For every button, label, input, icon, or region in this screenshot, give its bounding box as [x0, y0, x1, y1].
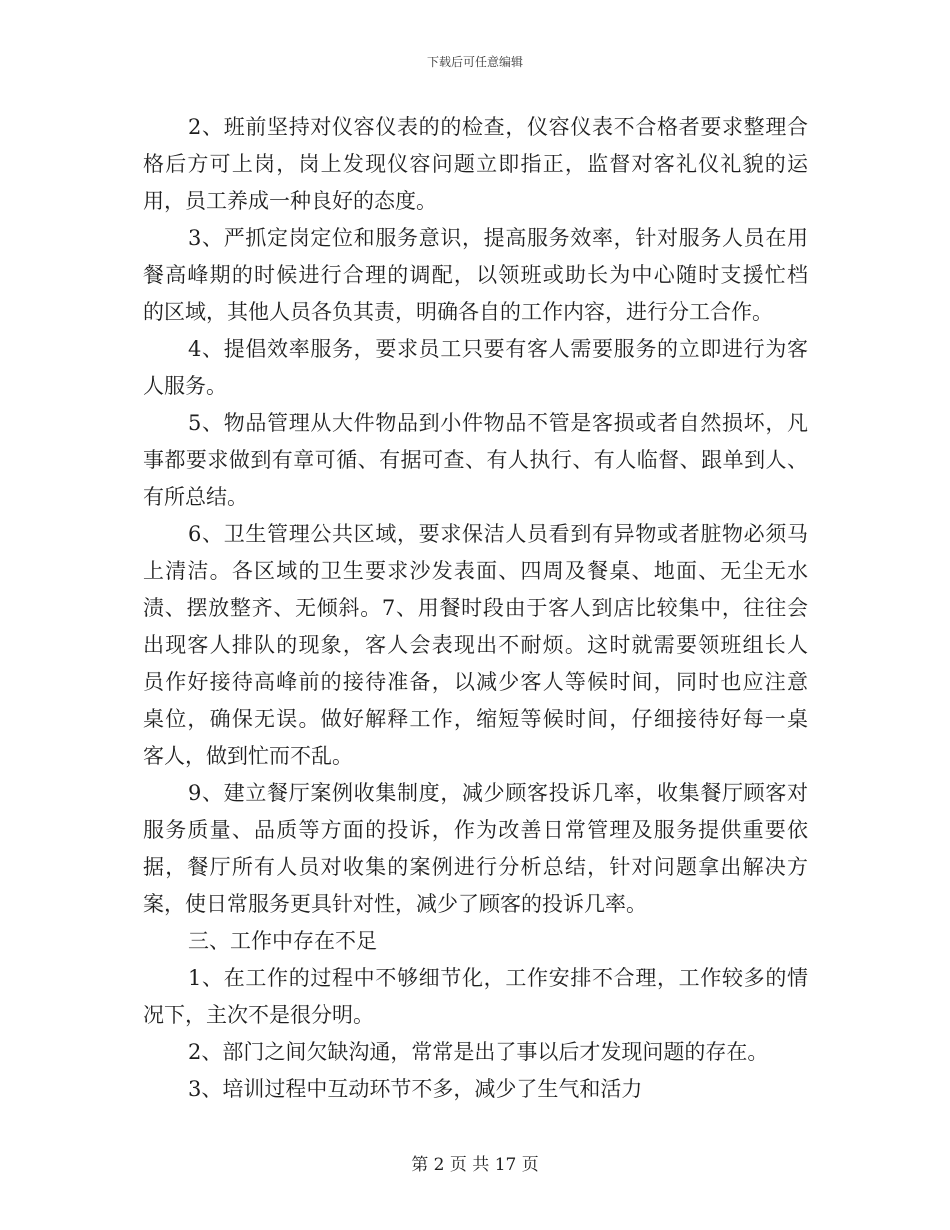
document-body [143, 109, 808, 1108]
paragraph-line: 4、提倡效率服务，要求员工只要有客人需要服务的立即进行为客 [188, 337, 808, 361]
paragraph-line: 3、培训过程中互动环节不多，减少了生气和活力 [188, 1077, 643, 1101]
paragraph-line: 6、卫生管理公共区域，要求保洁人员看到有异物或者脏物必须马 [188, 522, 808, 546]
paragraph-line: 人服务。 [143, 374, 227, 398]
paragraph-shortcoming-3 [143, 1071, 808, 1108]
paragraph-line: 况下，主次不是很分明。 [143, 1003, 374, 1027]
paragraph-line: 5、物品管理从大件物品到小件物品不管是客损或者自然损坏，凡 [188, 411, 808, 435]
page-number-footer: 第 2 页 共 17 页 [411, 1155, 539, 1175]
section-heading [143, 923, 808, 960]
paragraph-item-6-hygiene [143, 516, 808, 775]
paragraph-line: 1、在工作的过程中不够细节化，工作安排不合理，工作较多的情 [188, 966, 808, 990]
paragraph-line: 格后方可上岗，岗上发现仪容问题立即指正，监督对客礼仪礼貌的运 [143, 152, 808, 176]
paragraph-line: 渍、摆放整齐、无倾斜。7、用餐时段由于客人到店比较集中，往往会 [143, 596, 808, 620]
paragraph-line: 桌位，确保无误。做好解释工作，缩短等候时间，仔细接待好每一桌 [143, 707, 808, 731]
paragraph-line: 客人，做到忙而不乱。 [143, 744, 353, 768]
paragraph-line: 上清洁。各区域的卫生要求沙发表面、四周及餐桌、地面、无尘无水 [143, 559, 808, 583]
paragraph-line: 2、部门之间欠缺沟通，常常是出了事以后才发现问题的存在。 [188, 1040, 769, 1064]
paragraph-line: 餐高峰期的时候进行合理的调配，以领班或助长为中心随时支援忙档 [143, 263, 808, 287]
page-header: 下载后可任意编辑 [426, 55, 523, 69]
paragraph-line: 据，餐厅所有人员对收集的案例进行分析总结，针对问题拿出解决方 [143, 855, 808, 879]
paragraph-item-3-positioning [143, 220, 808, 331]
paragraph-line: 有所总结。 [143, 485, 248, 509]
paragraph-line: 出现客人排队的现象，客人会表现出不耐烦。这时就需要领班组长人 [143, 633, 808, 657]
paragraph-line: 3、严抓定岗定位和服务意识，提高服务效率，针对服务人员在用 [188, 226, 808, 250]
paragraph-line: 服务质量、品质等方面的投诉，作为改善日常管理及服务提供重要依 [143, 818, 808, 842]
paragraph-line: 事都要求做到有章可循、有据可查、有人执行、有人临督、跟单到人、 [143, 448, 808, 472]
paragraph-item-2-grooming [143, 109, 808, 220]
paragraph-line: 用，员工养成一种良好的态度。 [143, 189, 437, 213]
section-heading-text: 三、工作中存在不足 [188, 929, 377, 953]
paragraph-shortcoming-1 [143, 960, 808, 1034]
paragraph-line: 2、班前坚持对仪容仪表的的检查，仪容仪表不合格者要求整理合 [188, 115, 808, 139]
paragraph-line: 9、建立餐厅案例收集制度，减少顾客投诉几率，收集餐厅顾客对 [188, 781, 808, 805]
paragraph-line: 员作好接待高峰前的接待准备，以减少客人等候时间，同时也应注意 [143, 670, 808, 694]
paragraph-item-9-case-collection [143, 775, 808, 923]
paragraph-shortcoming-2 [143, 1034, 808, 1071]
paragraph-line: 案，使日常服务更具针对性，减少了顾客的投诉几率。 [143, 892, 647, 916]
paragraph-line: 的区域，其他人员各负其责，明确各自的工作内容，进行分工合作。 [143, 300, 773, 324]
paragraph-item-5-goods-management [143, 405, 808, 516]
paragraph-item-4-efficiency [143, 331, 808, 405]
